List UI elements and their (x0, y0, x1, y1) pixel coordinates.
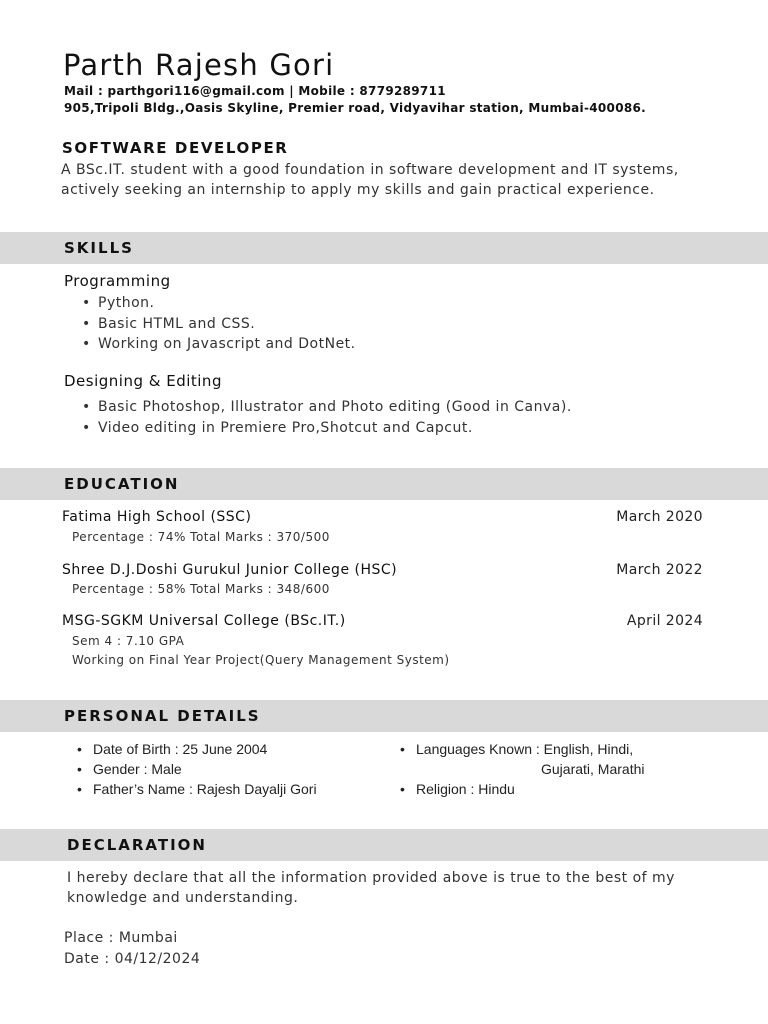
skill-item: • Basic Photoshop, Illustrator and Photo editing (Good in Canva). (78, 397, 572, 418)
personal-detail-item: • Father’s Name : Rajesh Dayalji Gori (73, 779, 317, 799)
skills-section-band (0, 232, 768, 264)
skill-item: • Python. (78, 293, 356, 314)
education-school: Fatima High School (SSC) (62, 509, 252, 525)
education-section-band (0, 468, 768, 500)
resume-name: Parth Rajesh Gori (63, 48, 335, 82)
education-date: March 2022 (616, 562, 703, 578)
skill-group-title: Programming (64, 272, 171, 290)
personal-details-right-list (396, 739, 644, 799)
personal-detail-item: • Gender : Male (73, 759, 317, 779)
personal-heading: PERSONAL DETAILS (64, 707, 261, 725)
personal-details-left-list (73, 739, 317, 799)
skills-heading: SKILLS (64, 239, 134, 257)
languages-known-continued: Gujarati, Marathi (541, 761, 645, 777)
declaration-line-2: knowledge and understanding. (67, 890, 299, 906)
skill-item: • Working on Javascript and DotNet. (78, 334, 356, 355)
skill-group-title: Designing & Editing (64, 372, 222, 390)
education-school: Shree D.J.Doshi Gurukul Junior College (HSC) (62, 562, 398, 578)
personal-detail-item (396, 739, 644, 779)
languages-known: Languages Known : English, Hindi, (416, 741, 634, 757)
declaration-line-1: I hereby declare that all the information provided above is true to the best of my (67, 870, 675, 886)
role-title: SOFTWARE DEVELOPER (62, 139, 289, 157)
education-date: April 2024 (626, 613, 703, 629)
skill-item: • Basic HTML and CSS. (78, 314, 356, 335)
education-date: March 2020 (616, 509, 703, 525)
skill-item: • Video editing in Premiere Pro,Shotcut and Capcut. (78, 418, 572, 439)
declaration-section-band (0, 829, 768, 861)
education-school: MSG-SGKM Universal College (BSc.IT.) (62, 613, 346, 629)
personal-section-band (0, 700, 768, 732)
summary-line-1: A BSc.IT. student with a good foundation in software development and IT systems, (61, 162, 679, 178)
personal-detail-item: • Date of Birth : 25 June 2004 (73, 739, 317, 759)
education-detail: Percentage : 74% Total Marks : 370/500 (72, 530, 330, 544)
personal-detail-item: • Religion : Hindu (396, 779, 644, 799)
declaration-date: Date : 04/12/2024 (64, 951, 201, 967)
education-heading: EDUCATION (64, 475, 180, 493)
declaration-place: Place : Mumbai (64, 930, 178, 946)
declaration-heading: DECLARATION (67, 836, 207, 854)
contact-line: Mail : parthgori116@gmail.com | Mobile : 8779289711 (64, 84, 446, 98)
education-detail: Percentage : 58% Total Marks : 348/600 (72, 582, 330, 596)
education-detail: Working on Final Year Project(Query Management System) (72, 653, 450, 667)
education-detail: Sem 4 : 7.10 GPA (72, 634, 185, 648)
design-skill-list (78, 397, 572, 438)
address-line: 905,Tripoli Bldg.,Oasis Skyline, Premier road, Vidyavihar station, Mumbai-400086. (64, 101, 647, 115)
programming-skill-list (78, 293, 356, 355)
summary-line-2: actively seeking an internship to apply my skills and gain practical experience. (61, 182, 655, 198)
